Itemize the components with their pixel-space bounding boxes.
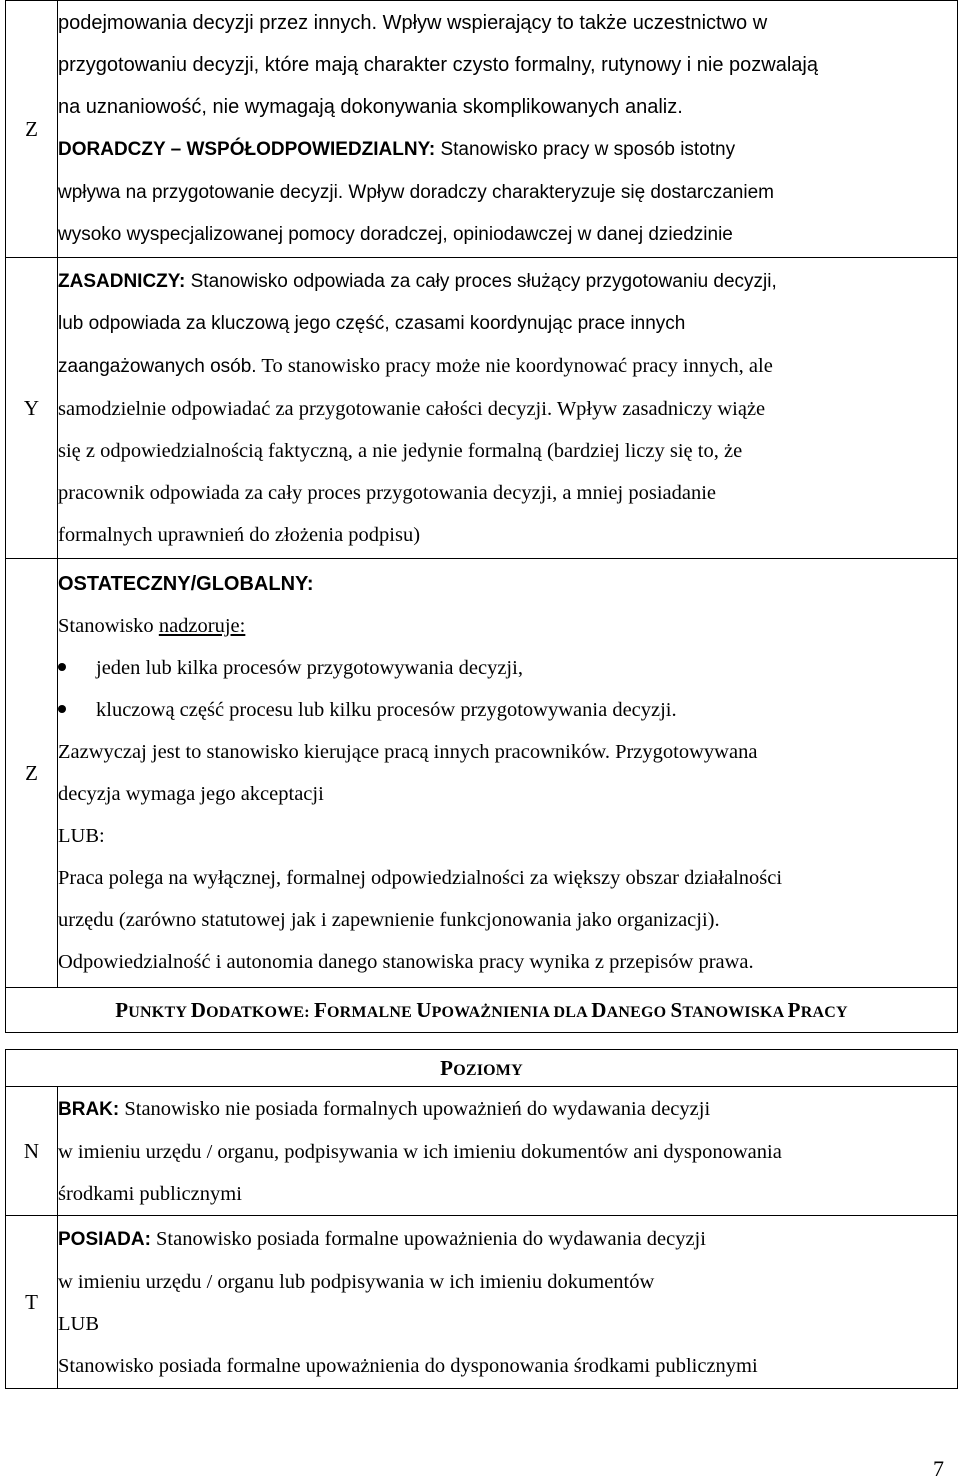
- level-description: [58, 258, 958, 559]
- text-line: w imieniu urzędu / organu, podpisywania w ich imieniu dokumentów ani dysponowania: [58, 1140, 782, 1163]
- bullet-icon: [58, 705, 66, 713]
- level-letter: T: [6, 1216, 58, 1389]
- text-line: wpływa na przygotowanie decyzji. Wpływ doradczy charakteryzuje się dostarczaniem: [58, 182, 774, 203]
- text-line: Praca polega na wyłącznej, formalnej odpowiedzialności za większy obszar działalności: [58, 867, 783, 889]
- text-line: Zazwyczaj jest to stanowisko kierujące pracą innych pracowników. Przygotowywana: [58, 741, 758, 763]
- title-part: DODATKOWE:: [190, 997, 314, 1022]
- title-part: PRACY: [787, 997, 848, 1022]
- text-line: urzędu (zarówno statutowej jak i zapewnienie funkcjonowania jako organizacji).: [58, 909, 720, 931]
- level-description: [58, 1216, 958, 1389]
- text-line: pracownik odpowiada za cały proces przygotowania decyzji, a mniej posiadanie: [58, 481, 717, 504]
- title-part: PUNKTY: [115, 997, 191, 1022]
- text-line: ZASADNICZY: Stanowisko odpowiada za cały proces służący przygotowaniu decyzji,: [58, 270, 777, 292]
- level-label: DORADCZY – WSPÓŁODPOWIEDZIALNY:: [58, 139, 436, 160]
- text-line: podejmowania decyzji przez innych. Wpływ wspierający to także uczestnictwo w: [58, 12, 768, 34]
- list-item: kluczową część procesu lub kilku procesów przygotowywania decyzji.: [58, 689, 957, 731]
- text-line: na uznaniowość, nie wymagają dokonywania skomplikowanych analiz.: [58, 96, 683, 118]
- section-title: [6, 988, 958, 1033]
- text-line: LUB: [58, 1312, 99, 1335]
- text-line: POSIADA: Stanowisko posiada formalne upoważnienia do wydawania decyzji: [58, 1227, 706, 1250]
- text-line: lub odpowiada za kluczową jego część, czasami koordynując prace innych: [58, 312, 686, 334]
- page-number: 7: [933, 1456, 944, 1481]
- text-line: przygotowaniu decyzji, które mają charakter czysto formalny, rutynowy i nie pozwalają: [58, 54, 818, 76]
- text-line: decyzja wymaga jego akceptacji: [58, 783, 324, 805]
- bullet-icon: [58, 663, 66, 671]
- text-line: formalnych uprawnień do złożenia podpisu): [58, 523, 421, 546]
- level-description: [58, 1, 958, 258]
- level-label: OSTATECZNY/GLOBALNY:: [58, 573, 314, 595]
- title-part: FORMALNE: [314, 997, 417, 1022]
- level-label: POSIADA:: [58, 1228, 151, 1250]
- level-description: [58, 1087, 958, 1216]
- list-item: jeden lub kilka procesów przygotowywania decyzji,: [58, 647, 957, 689]
- level-letter: N: [6, 1087, 58, 1216]
- level-label: ZASADNICZY:: [58, 270, 186, 292]
- text-line: Stanowisko posiada formalne upoważnienia do dysponowania środkami publicznymi: [58, 1354, 758, 1377]
- text-line: w imieniu urzędu / organu lub podpisywania w ich imieniu dokumentów: [58, 1270, 655, 1293]
- text-line: BRAK: Stanowisko nie posiada formalnych upoważnień do wydawania decyzji: [58, 1097, 711, 1120]
- level-row-z-ostateczny: [6, 559, 958, 988]
- level-letter: Z: [6, 1, 58, 258]
- levels-heading: POZIOMY: [6, 1050, 958, 1087]
- text-line: wysoko wyspecjalizowanej pomocy doradczej, opiniodawczej w danej dziedzinie: [58, 224, 733, 245]
- text-line: się z odpowiedzialnością faktyczną, a nie jedynie formalną (bardziej liczy się to, że: [58, 439, 743, 462]
- title-part: UPOWAŻNIENIA DLA: [416, 997, 592, 1022]
- section-heading-row: [6, 988, 958, 1033]
- level-row-z-doradczy: [6, 1, 958, 258]
- text-line: Stanowisko nadzoruje:: [58, 615, 246, 637]
- level-letter: Y: [6, 258, 58, 559]
- levels-heading-row: [6, 1050, 958, 1087]
- level-description: [58, 559, 958, 988]
- spacer-row: [6, 1033, 958, 1050]
- text-line: samodzielnie odpowiadać za przygotowanie całości decyzji. Wpływ zasadniczy wiąże: [58, 397, 766, 420]
- position-levels-table: [5, 0, 958, 1389]
- level-letter: Z: [6, 559, 58, 988]
- text-line: zaangażowanych osób. To stanowisko pracy może nie koordynować pracy innych, ale: [58, 354, 773, 377]
- level-label: BRAK:: [58, 1098, 120, 1120]
- text-line: LUB:: [58, 825, 105, 847]
- title-part: STANOWISKA: [670, 997, 788, 1022]
- text-line: Odpowiedzialność i autonomia danego stanowiska pracy wynika z przepisów prawa.: [58, 951, 754, 973]
- level-row-n-brak: [6, 1087, 958, 1216]
- text-line: DORADCZY – WSPÓŁODPOWIEDZIALNY: Stanowisko pracy w sposób istotny: [58, 139, 736, 160]
- level-row-t-posiada: [6, 1216, 958, 1389]
- level-row-y-zasadniczy: [6, 258, 958, 559]
- text-line: środkami publicznymi: [58, 1182, 242, 1205]
- title-part: DANEGO: [591, 997, 671, 1022]
